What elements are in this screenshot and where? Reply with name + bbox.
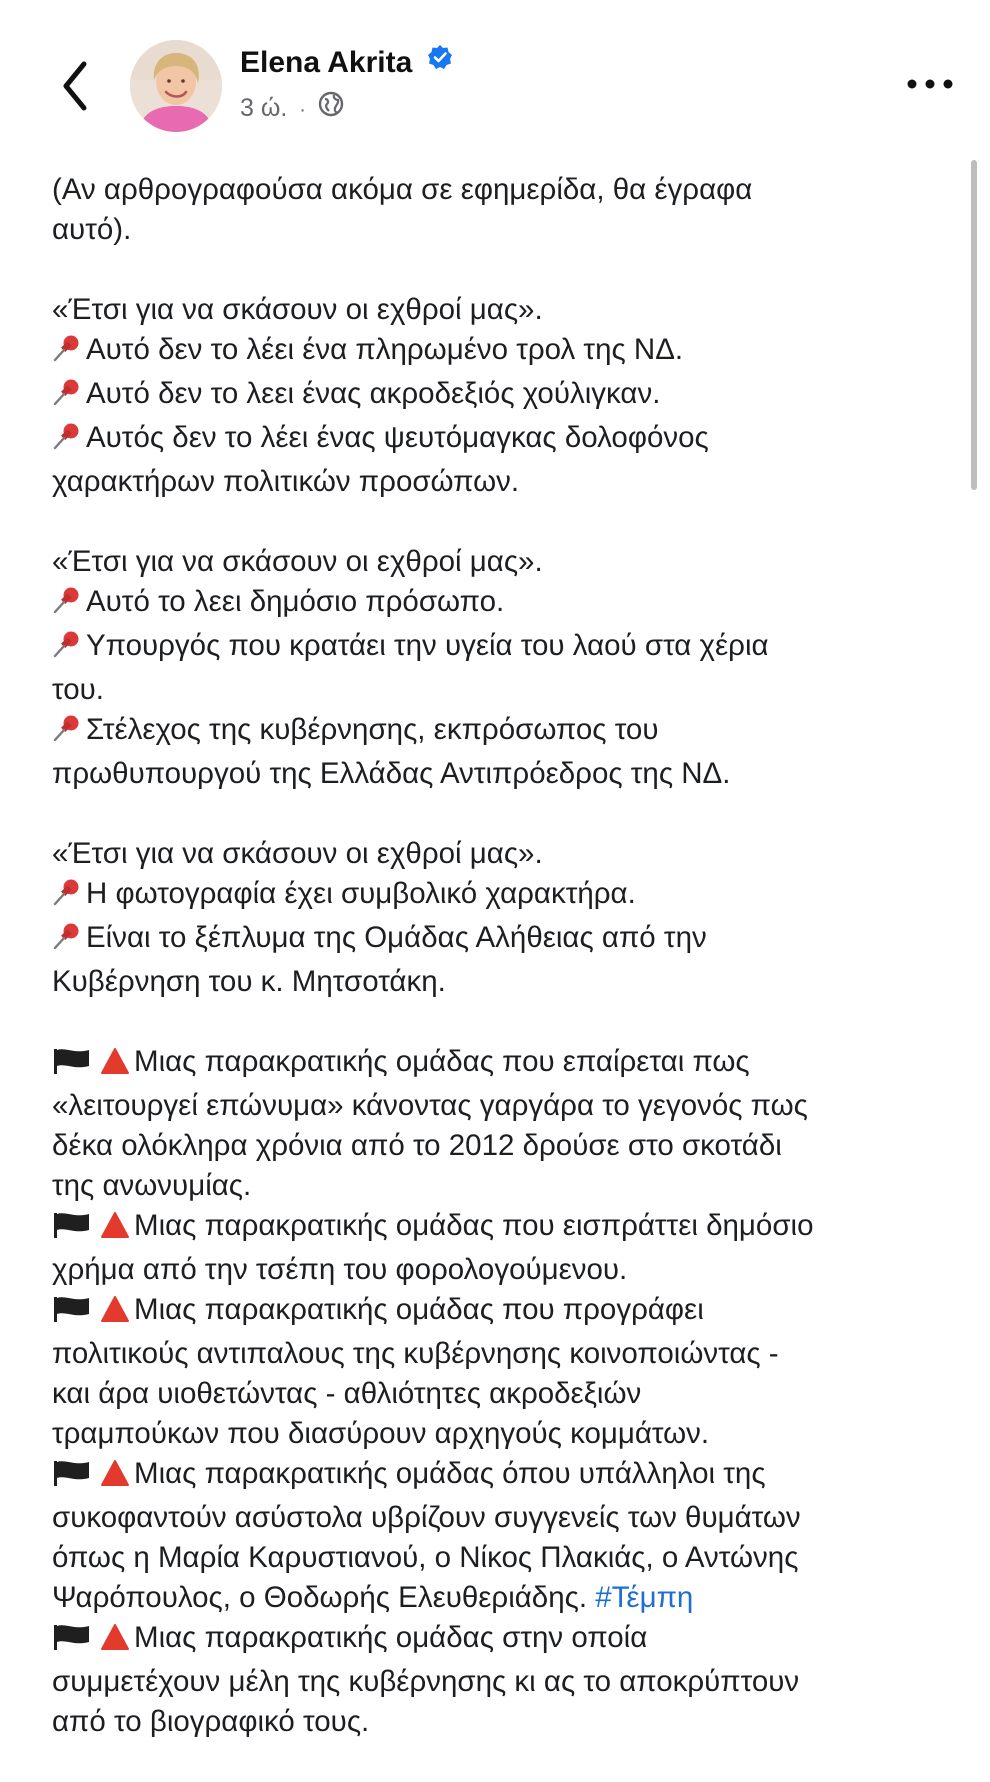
author-name[interactable] [240,46,453,80]
globe-icon[interactable] [318,91,344,124]
text-line: χαρακτήρων πολιτικών προσώπων. [52,465,520,498]
text-line: (Αν αρθρογραφούσα ακόμα σε εφημερίδα, θα έγραφα [52,173,753,206]
post-section-3 [52,834,957,1002]
text-line: πρωθυπουργού της Ελλάδας Αντιπρόεδρος της ΝΔ. [52,757,731,790]
black-flag-icon [52,1210,92,1250]
black-flag-icon [52,1046,92,1086]
red-triangle-icon [100,1458,130,1498]
list-item [52,330,957,374]
meta-separator: · [299,99,306,121]
black-flag-icon [52,1294,92,1334]
section-quote: «Έτσι για να σκάσουν οι εχθροί μας». [52,837,543,870]
list-item [52,626,957,670]
list-item-text: Αυτό το λεει δημόσιο πρόσωπο. [86,585,505,618]
post-header [0,0,990,150]
text-line: δέκα ολόκληρα χρόνια από το 2012 δρούσε στο σκοτάδι [52,1129,782,1162]
list-item [52,918,957,962]
text-line [52,1578,957,1618]
pushpin-icon [52,377,82,418]
more-options-button[interactable] [900,66,960,102]
list-item-text: Είναι το ξέπλυμα της Ομάδας Αλήθειας από την [86,921,707,954]
text-line: πολιτικούς αντιπαλους της κυβέρνησης κοινοποιώντας - [52,1337,779,1370]
text-line: «λειτουργεί επώνυμα» κάνοντας γαργάρα το γεγονός πως [52,1089,808,1122]
list-item [52,582,957,626]
pushpin-icon [52,713,82,754]
post-section-4 [52,1042,957,1742]
list-item [52,710,957,754]
text-line: Κυβέρνηση του κ. Μητσοτάκη. [52,965,446,998]
section-quote: «Έτσι για να σκάσουν οι εχθροί μας». [52,545,543,578]
pushpin-icon [52,585,82,626]
more-options-icon [900,66,960,102]
text-line: του. [52,673,104,706]
scrollbar[interactable] [971,160,977,490]
red-triangle-icon [100,1622,130,1662]
author-name-text: Elena Akrita [240,46,413,79]
black-flag-icon [52,1622,92,1662]
text-line: όπως η Μαρία Καρυστιανού, ο Νίκος Πλακιάς, ο Αντώνης [52,1541,799,1574]
section-quote: «Έτσι για να σκάσουν οι εχθροί μας». [52,293,543,326]
black-flag-icon [52,1458,92,1498]
pushpin-icon [52,921,82,962]
list-item-text: Μιας παρακρατικής ομάδας που εισπράττει δημόσιο [134,1209,814,1242]
list-item [52,1042,957,1086]
hashtag-link[interactable]: #Τέμπη [595,1581,694,1614]
post-meta [240,94,344,124]
verified-badge-icon [427,44,453,78]
list-item [52,1454,957,1498]
list-item [52,374,957,418]
avatar[interactable] [130,40,222,132]
post-section-2 [52,542,957,794]
red-triangle-icon [100,1046,130,1086]
chevron-left-icon [54,56,98,116]
post-time[interactable]: 3 ώ. [240,94,288,122]
pushpin-icon [52,629,82,670]
text-line: τραμπούκων που διασύρουν αρχηγούς κομμάτων. [52,1417,710,1450]
pushpin-icon [52,877,82,918]
list-item-text: Αυτό δεν το λέει ένα πληρωμένο τρολ της ΝΔ. [86,333,684,366]
list-item-text: Μιας παρακρατικής ομάδας που προγράφει [134,1293,704,1326]
text-line: και άρα υιοθετώντας - αθλιότητες ακροδεξιών [52,1377,642,1410]
pushpin-icon [52,421,82,462]
list-item-text: Μιας παρακρατικής ομάδας όπου υπάλληλοι της [134,1457,766,1490]
list-item-text: Στέλεχος της κυβέρνησης, εκπρόσωπος του [86,713,659,746]
text-line: συμμετέχουν μέλη της κυβέρνησης κι ας το αποκρύπτουν [52,1665,800,1698]
back-button[interactable] [54,56,98,116]
text-line: συκοφαντούν ασύστολα υβρίζουν συγγενείς των θυμάτων [52,1501,801,1534]
list-item [52,874,957,918]
post-section-1 [52,290,957,502]
list-item [52,418,957,462]
list-item-text: Η φωτογραφία έχει συμβολικό χαρακτήρα. [86,877,636,910]
red-triangle-icon [100,1210,130,1250]
red-triangle-icon [100,1294,130,1334]
list-item [52,1206,957,1250]
list-item-text: Αυτός δεν το λέει ένας ψευτόμαγκας δολοφόνος [86,421,709,454]
list-item [52,1618,957,1662]
text-line: από το βιογραφικό τους. [52,1705,370,1738]
post-body [52,170,957,1782]
post-intro [52,170,957,250]
list-item-text: Μιας παρακρατικής ομάδας που επαίρεται πως [134,1045,750,1078]
text-line: της ανωνυμίας. [52,1169,252,1202]
pushpin-icon [52,333,82,374]
text-line: χρήμα από την τσέπη του φορολογούμενου. [52,1253,628,1286]
list-item [52,1290,957,1334]
text-line-content: Ψαρόπουλος, ο Θοδωρής Ελευθεριάδης. [52,1581,596,1614]
list-item-text: Μιας παρακρατικής ομάδας στην οποία [134,1621,648,1654]
list-item-text: Υπουργός που κρατάει την υγεία του λαού στα χέρια [86,629,769,662]
list-item-text: Αυτό δεν το λεει ένας ακροδεξιός χούλιγκαν. [86,377,661,410]
text-line: αυτό). [52,213,132,246]
profile-photo [130,40,222,132]
